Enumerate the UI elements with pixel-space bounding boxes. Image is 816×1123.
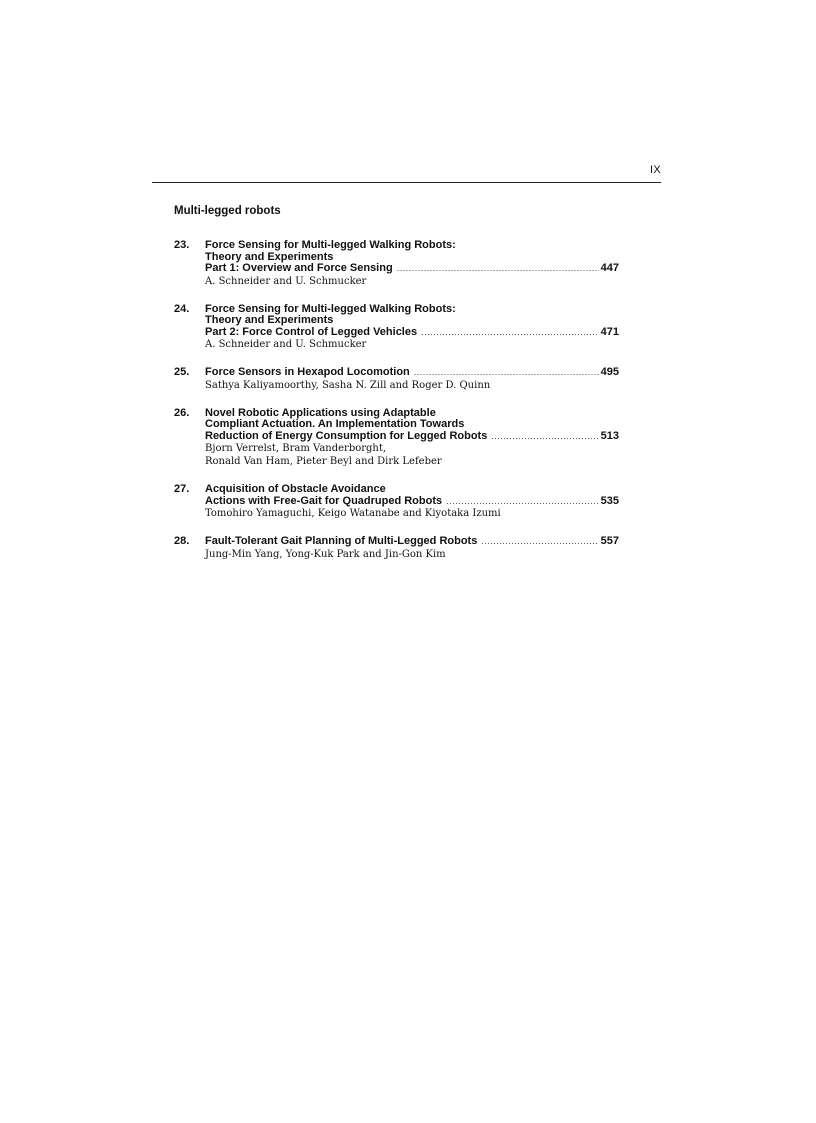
dot-leader: [446, 496, 599, 508]
entry-number: 23.: [174, 239, 190, 251]
entry-number: 24.: [174, 302, 190, 315]
entry-title-line: Force Sensors in Hexapod Locomotion: [205, 366, 410, 378]
toc-entry[interactable]: [174, 304, 619, 352]
header-rule: [152, 182, 661, 183]
dot-leader: [397, 263, 599, 275]
toc-entry[interactable]: [174, 536, 619, 561]
entry-title-line: Novel Robotic Applications using Adaptable: [205, 406, 436, 419]
table-of-contents: [174, 240, 619, 577]
entry-authors: A. Schneider and U. Schmucker: [205, 339, 367, 350]
dot-leader: [414, 367, 599, 379]
entry-page-number: 535: [600, 494, 619, 507]
entry-authors: Jung-Min Yang, Yong-Kuk Park and Jin-Gon Kim: [205, 548, 446, 560]
entry-title-line: Compliant Actuation. An Implementation Towards: [205, 418, 465, 430]
entry-authors: Bjorn Verrelst, Bram Vanderborght,: [205, 443, 387, 454]
toc-entry[interactable]: [174, 408, 619, 469]
entry-title-line: Theory and Experiments: [205, 250, 334, 263]
page-number: IX: [650, 164, 661, 176]
entry-title-line: Theory and Experiments: [205, 314, 334, 326]
entry-title-line: Fault-Tolerant Gait Planning of Multi-Legged Robots: [205, 535, 478, 547]
dot-leader: [421, 327, 599, 339]
entry-number: 26.: [174, 406, 190, 419]
entry-page-number: 447: [600, 262, 619, 274]
entry-page-number: 557: [600, 535, 619, 547]
entry-authors: A. Schneider and U. Schmucker: [205, 275, 367, 287]
dot-leader: [491, 431, 598, 443]
entry-page-number: 495: [600, 366, 619, 378]
entry-title-line: Reduction of Energy Consumption for Legged Robots: [205, 429, 488, 442]
entry-title-line: Force Sensing for Multi-legged Walking Robots:: [205, 239, 456, 251]
toc-entry[interactable]: [174, 484, 619, 520]
entry-authors: Ronald Van Ham, Pieter Beyl and Dirk Lefeber: [205, 456, 442, 467]
toc-entry[interactable]: [174, 367, 619, 392]
toc-entry[interactable]: [174, 240, 619, 288]
entry-title-line: Part 1: Overview and Force Sensing: [205, 262, 393, 274]
entry-number: 27.: [174, 483, 190, 495]
entry-authors: Tomohiro Yamaguchi, Keigo Watanabe and Kiyotaka Izumi: [205, 508, 501, 519]
entry-page-number: 513: [600, 429, 619, 442]
entry-title-line: Actions with Free-Gait for Quadruped Robots: [205, 494, 443, 507]
entry-authors: Sathya Kaliyamoorthy, Sasha N. Zill and Roger D. Quinn: [205, 379, 491, 391]
dot-leader: [481, 536, 598, 548]
entry-page-number: 471: [600, 325, 619, 338]
entry-title-line: Force Sensing for Multi-legged Walking Robots:: [205, 302, 456, 315]
entry-title-line: Part 2: Force Control of Legged Vehicles: [205, 325, 418, 338]
entry-number: 25.: [174, 366, 190, 378]
entry-title-line: Acquisition of Obstacle Avoidance: [205, 483, 386, 495]
entry-number: 28.: [174, 535, 190, 547]
section-heading: Multi-legged robots: [174, 205, 281, 217]
